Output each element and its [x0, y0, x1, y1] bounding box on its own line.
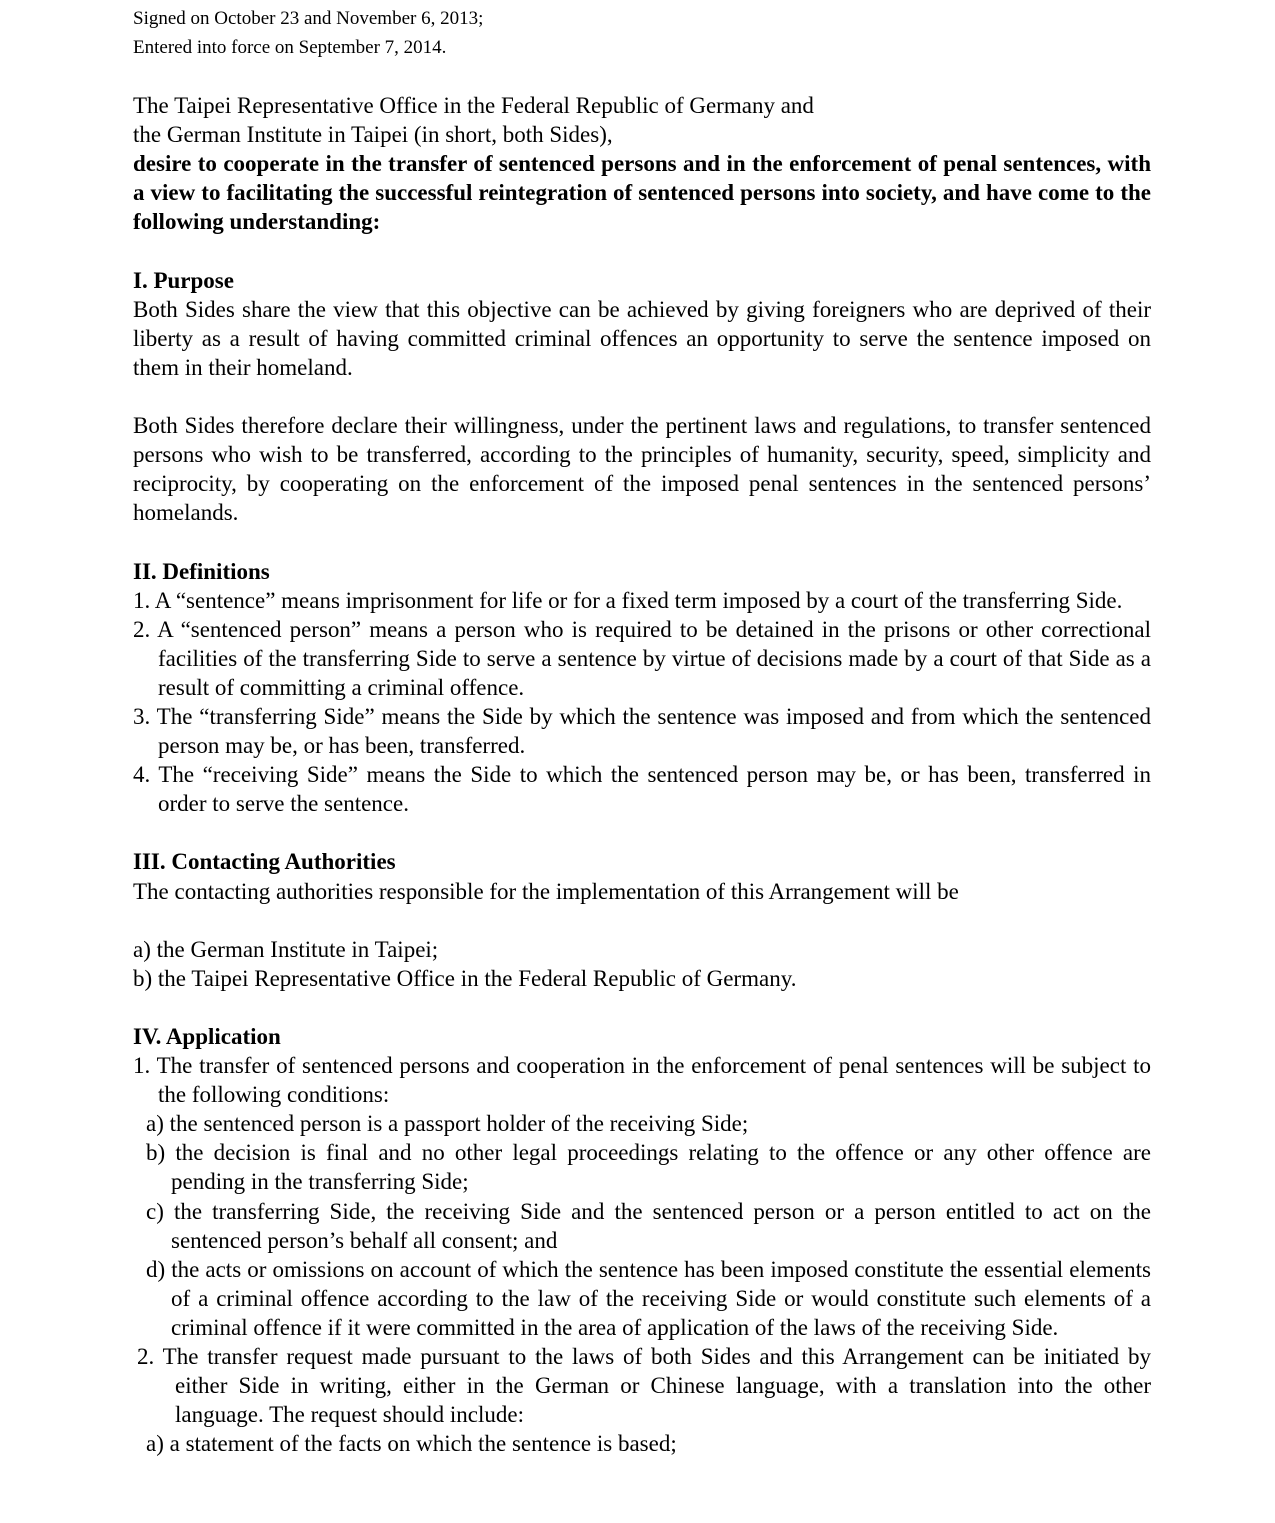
signed-date: Signed on October 23 and November 6, 2013;	[133, 8, 484, 29]
paragraph: Both Sides share the view that this objective can be achieved by giving foreigners who are deprived of their liberty as a result of having committed criminal offences an opportunity to serve the sentence imposed on them in their homeland.	[133, 296, 1151, 380]
preamble-line-2: the German Institute in Taipei (in short, both Sides),	[133, 122, 613, 148]
list-item: 1. The transfer of sentenced persons and cooperation in the enforcement of penal sentences will be subject to the following conditions:	[133, 1053, 1151, 1108]
sub-list-item: d) the acts or omissions on account of which the sentence has been imposed constitute the essential elements of a criminal offence according to the law of the receiving Side or would constitute such elements of a criminal offence if it were committed in the area of application of the laws of the receiving Side.	[146, 1256, 1151, 1340]
sub-list-item: a) a statement of the facts on which the sentence is based;	[146, 1431, 677, 1457]
paragraph: The contacting authorities responsible for the implementation of this Arrangement will be	[133, 878, 959, 904]
document-header	[133, 4, 1151, 62]
preamble-line-1: The Taipei Representative Office in the Federal Republic of Germany and	[133, 93, 814, 118]
section-purpose	[133, 266, 1151, 528]
list-item: 3. The “transferring Side” means the Side by which the sentence was imposed and from which the sentenced person may be, or has been, transferred.	[133, 703, 1151, 759]
section-contacting-authorities	[133, 847, 1151, 992]
section-heading: IV. Application	[133, 1024, 281, 1049]
sub-list-item: a) the sentenced person is a passport holder of the receiving Side;	[146, 1111, 749, 1137]
sub-list-item: b) the decision is final and no other legal proceedings relating to the offence or any other offence are pending in the transferring Side;	[146, 1140, 1151, 1195]
list-item: 2. The transfer request made pursuant to the laws of both Sides and this Arrangement can be initiated by either Side in writing, either in the German or Chinese language, with a translation into the other language. The request should include:	[137, 1344, 1151, 1428]
document-page	[133, 4, 1151, 1458]
preamble	[133, 91, 1151, 236]
list-item: 2. A “sentenced person” means a person who is required to be detained in the prisons or other correctional facilities of the transferring Side to serve a sentence by virtue of decisions made by a court of that Side as a result of committing a criminal offence.	[133, 616, 1151, 700]
section-heading: I. Purpose	[133, 267, 234, 293]
section-heading: III. Contacting Authorities	[133, 849, 396, 875]
list-item: a) the German Institute in Taipei;	[133, 936, 439, 962]
sub-list-item: c) the transferring Side, the receiving Side and the sentenced person or a person entitled to act on the sentenced person’s behalf all consent; and	[146, 1198, 1151, 1253]
list-item: 4. The “receiving Side” means the Side to which the sentenced person may be, or has been, transferred in order to serve the sentence.	[133, 762, 1151, 817]
entry-into-force-date: Entered into force on September 7, 2014.	[133, 37, 447, 58]
section-heading: II. Definitions	[133, 558, 270, 584]
list-item: b) the Taipei Representative Office in the Federal Republic of Germany.	[133, 965, 797, 991]
section-application	[133, 1022, 1151, 1458]
paragraph: Both Sides therefore declare their willingness, under the pertinent laws and regulations, to transfer sentenced persons who wish to be transferred, according to the principles of humanity, security, speed, simplicity and reciprocity, by cooperating on the enforcement of the imposed penal sentences in the sentenced persons’ homelands.	[133, 413, 1151, 526]
section-definitions	[133, 557, 1151, 819]
preamble-statement: desire to cooperate in the transfer of sentenced persons and in the enforcement of penal sentences, with a view to facilitating the successful reintegration of sentenced persons into society, and have come to the following understanding:	[133, 151, 1151, 235]
document-body	[133, 91, 1151, 1458]
list-item: 1. A “sentence” means imprisonment for life or for a fixed term imposed by a court of the transferring Side.	[133, 587, 1123, 613]
